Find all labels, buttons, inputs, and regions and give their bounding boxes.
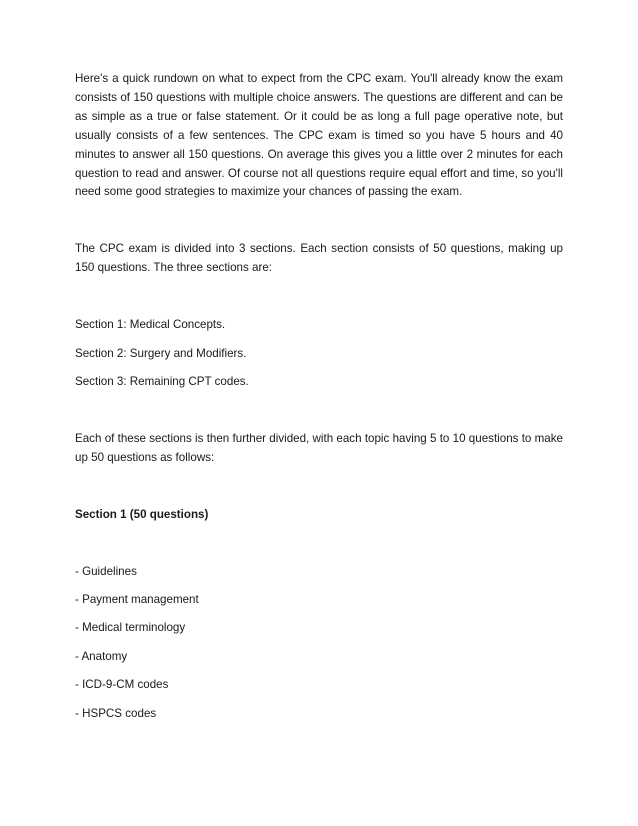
topic-item: - Anatomy [75, 649, 128, 663]
spacer [75, 202, 563, 240]
intro-paragraph: Here's a quick rundown on what to expect from the CPC exam. You'll already know the exam consists of 150 questions with multiple choice answers. The questions are different and can be as simple as a true or false statement. Or it could be as long a full page operative note, but usually consists of a few sentences. The CPC exam is timed so you have 5 hours and 40 minutes to answer all 150 questions. On average this gives you a little over 2 minutes for each question to read and answer. Of course not all questions require equal effort and time, so you'll need some good strategies to maximize your chances of passing the exam. [75, 72, 563, 199]
topic-item: - Medical terminology [75, 621, 186, 635]
topic-item: - ICD-9-CM codes [75, 678, 169, 692]
spacer [75, 525, 563, 563]
topic-item: - HSPCS codes [75, 706, 157, 720]
topic-item: - Guidelines [75, 564, 137, 578]
section-line-1: Section 1: Medical Concepts. [75, 318, 226, 332]
spacer [75, 582, 563, 592]
spacer [75, 468, 563, 506]
spacer [75, 335, 563, 345]
division-paragraph: The CPC exam is divided into 3 sections. Each section consists of 50 questions, making up 150 questions. The three sections are: [75, 242, 563, 275]
spacer [75, 695, 563, 705]
spacer [75, 278, 563, 316]
spacer [75, 667, 563, 677]
spacer [75, 392, 563, 430]
section1-heading: Section 1 (50 questions) [75, 507, 209, 521]
section-line-2: Section 2: Surgery and Modifiers. [75, 346, 247, 360]
topic-item: - Payment management [75, 593, 199, 606]
section-line-3: Section 3: Remaining CPT codes. [75, 374, 249, 388]
spacer [75, 363, 563, 373]
spacer [75, 610, 563, 620]
document-page [75, 70, 563, 724]
spacer [75, 638, 563, 648]
further-paragraph: Each of these sections is then further divided, with each topic having 5 to 10 questions to make up 50 questions as follows: [75, 431, 563, 464]
